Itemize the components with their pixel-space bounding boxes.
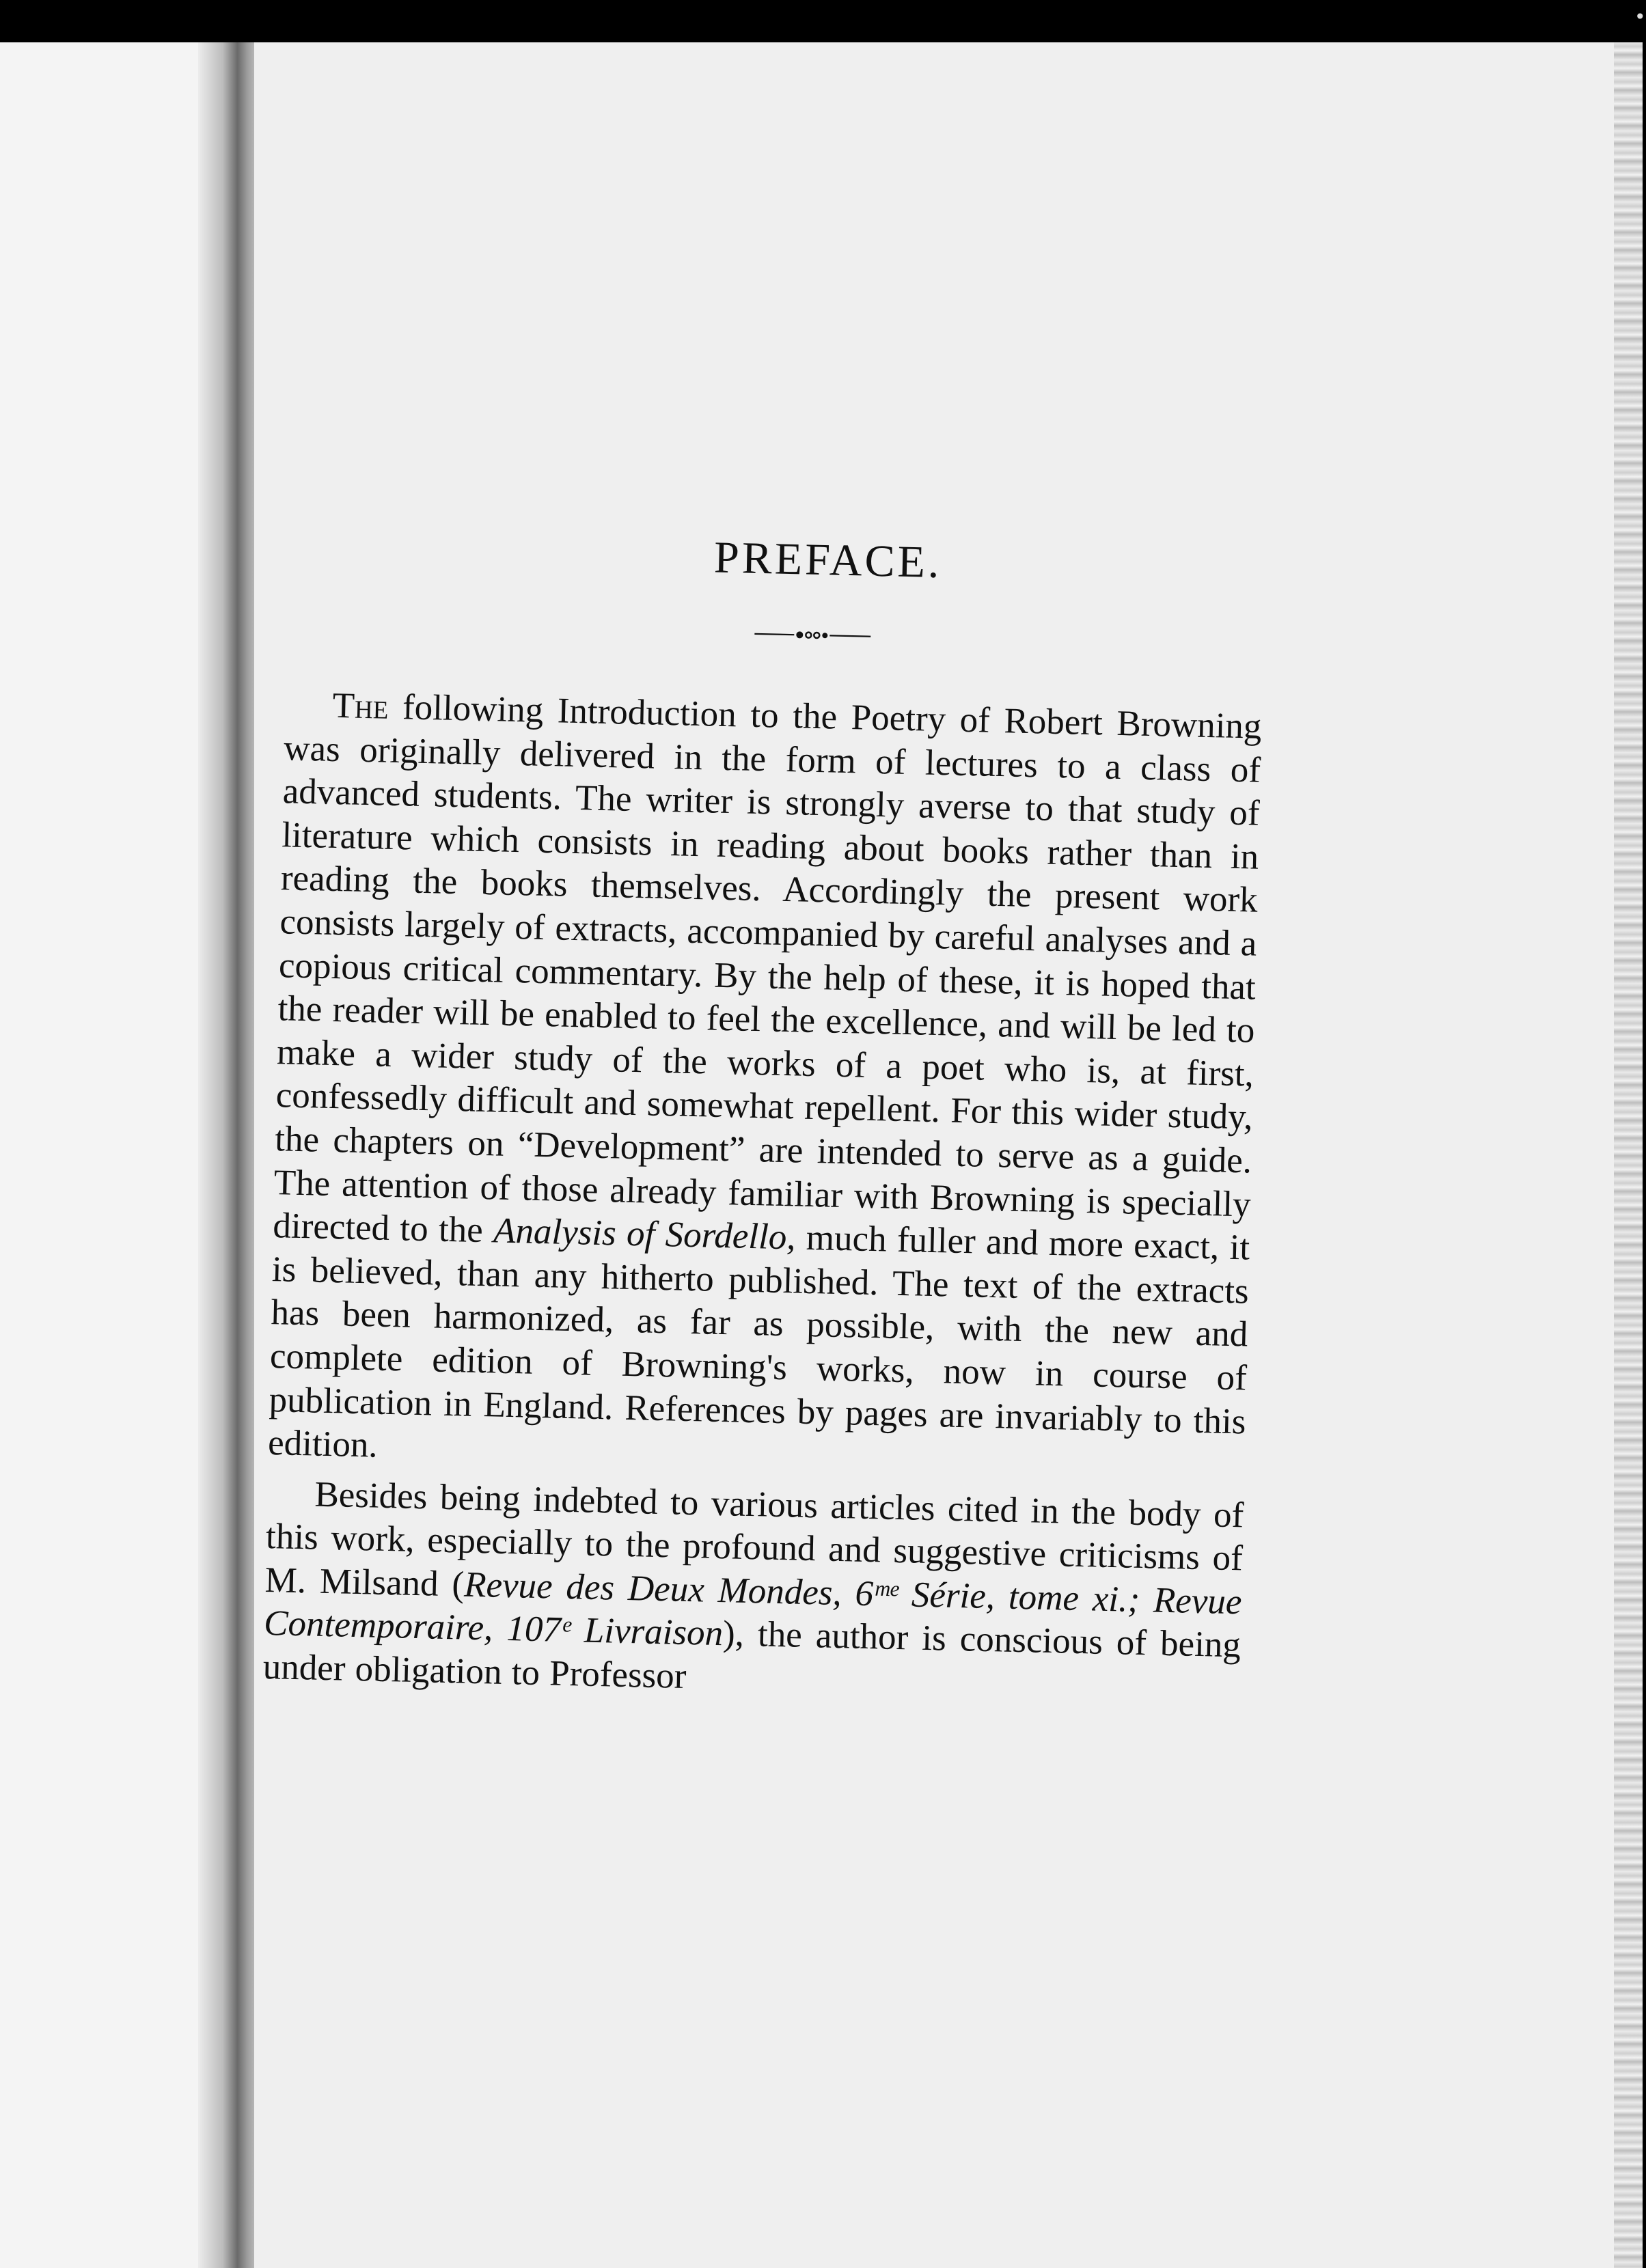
paragraph-1 [268, 683, 1263, 1487]
paragraph-1-text-a: following Introduction to the Poetry of Robert Browning was originally delivered in the form of lectures to a class of advanced students. The writer is strongly averse to that study of literature which consists in reading about books rather than in reading the books themselves. Accordingly the present work consists largely of extracts, accompanied by careful analyses and a copious critical commentary. By the help of these, it is hoped that the reader will be enabled to feel the excellence, and will be led to make a wider study of the works of a poet who is, at first, confessedly difficult and somewhat repellent. For this wider study, the chapters on “Development” are intended to serve as a guide. The attention of those already familiar with Browning is specially directed to the [272, 687, 1263, 1251]
title-ornament [754, 627, 870, 644]
right-page-edge [1614, 42, 1643, 2268]
opening-word: The [332, 685, 389, 727]
paragraph-2-text-b: ), the author is conscious of being under obligation to Professor [262, 1614, 1242, 1697]
paragraph-2-text-a: Besides being indebted to various articles cited in the body of this work, especially to the profound and suggestive criticisms of M. Milsand ( [264, 1474, 1244, 1605]
paragraph-2 [262, 1472, 1244, 1711]
corner-mark: • [1634, 5, 1646, 28]
paragraph-1-text-b: much fuller and more exact, it is believed, than any hitherto published. The text of the extracts has been harmonized, as far as possible, with the new and complete edition of Browning's works, now in course of publication in England. References by pages are invariably to this edition. [267, 1217, 1250, 1465]
page-title: PREFACE. [713, 532, 943, 588]
sordello-title: Analysis of Sordello, [493, 1211, 797, 1258]
preface-page [262, 522, 1265, 1711]
journal-citations: Revue des Deux Mondes, 6ᵐᵉ Série, tome xi.; Revue Contemporaire, 107ᵉ Livraison [263, 1564, 1243, 1654]
